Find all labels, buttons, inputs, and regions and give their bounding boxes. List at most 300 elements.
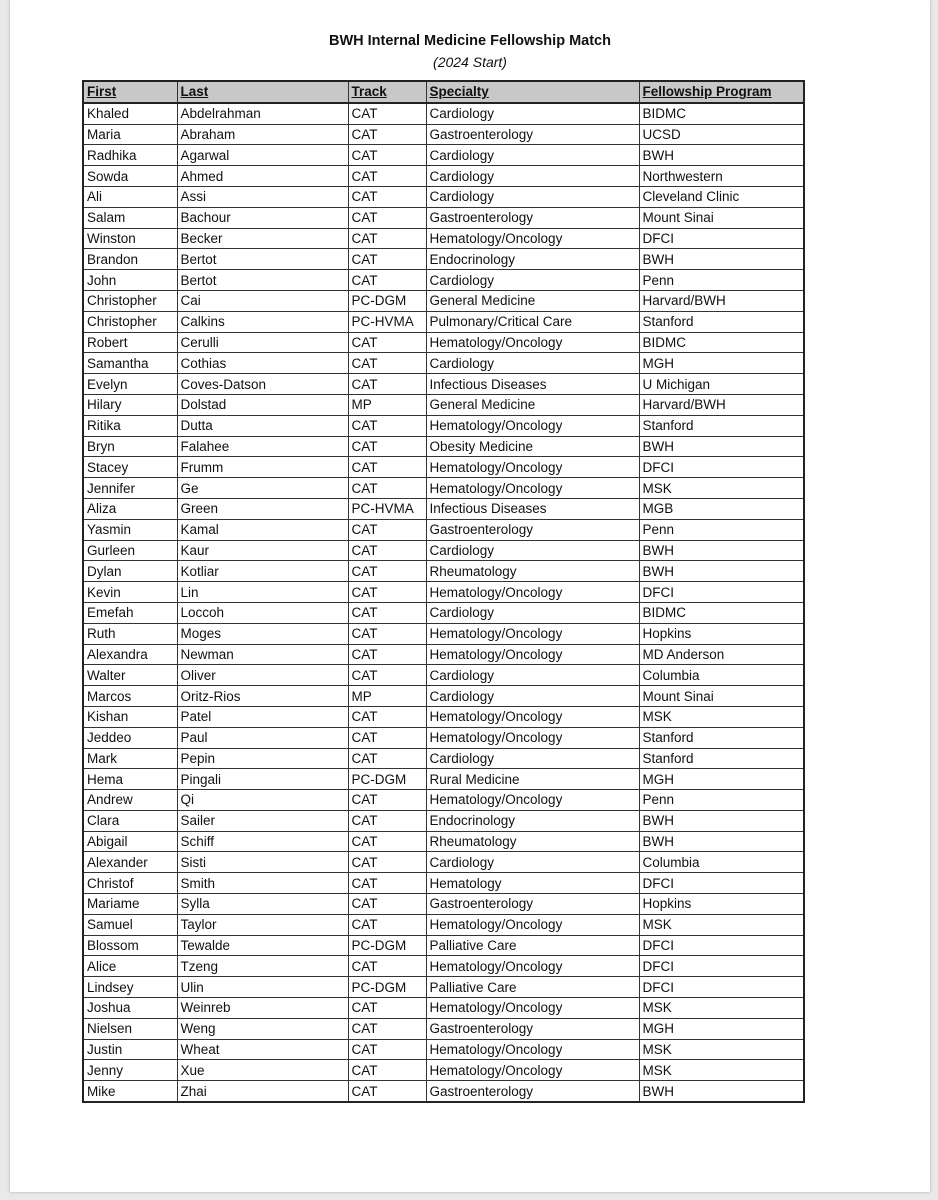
document-page: [10, 0, 930, 1192]
table-row: [83, 644, 804, 665]
table-row: [83, 186, 804, 207]
cell-last: Moges: [177, 623, 348, 644]
cell-specialty: Hematology/Oncology: [426, 332, 639, 353]
cell-specialty: Endocrinology: [426, 249, 639, 270]
cell-track: CAT: [348, 540, 426, 561]
cell-first: John: [83, 270, 177, 291]
table-row: [83, 873, 804, 894]
cell-first: Sowda: [83, 166, 177, 187]
cell-track: CAT: [348, 810, 426, 831]
cell-track: CAT: [348, 873, 426, 894]
cell-first: Jenny: [83, 1060, 177, 1081]
table-row: [83, 540, 804, 561]
cell-fellowship-program: BWH: [639, 831, 804, 852]
cell-first: Robert: [83, 332, 177, 353]
cell-specialty: Rheumatology: [426, 831, 639, 852]
cell-last: Tzeng: [177, 956, 348, 977]
cell-specialty: Palliative Care: [426, 977, 639, 998]
cell-last: Agarwal: [177, 145, 348, 166]
cell-specialty: Palliative Care: [426, 935, 639, 956]
cell-track: PC-DGM: [348, 290, 426, 311]
cell-last: Lin: [177, 582, 348, 603]
cell-first: Aliza: [83, 498, 177, 519]
cell-specialty: Hematology/Oncology: [426, 457, 639, 478]
cell-track: CAT: [348, 374, 426, 395]
cell-first: Salam: [83, 207, 177, 228]
cell-last: Xue: [177, 1060, 348, 1081]
cell-track: CAT: [348, 186, 426, 207]
cell-first: Winston: [83, 228, 177, 249]
column-header-fellowship-program: Fellowship Program: [639, 81, 804, 103]
cell-last: Oritz-Rios: [177, 686, 348, 707]
cell-last: Abdelrahman: [177, 103, 348, 124]
cell-track: CAT: [348, 1018, 426, 1039]
cell-specialty: Hematology/Oncology: [426, 415, 639, 436]
cell-last: Taylor: [177, 914, 348, 935]
cell-fellowship-program: MGB: [639, 498, 804, 519]
cell-track: CAT: [348, 561, 426, 582]
cell-last: Cerulli: [177, 332, 348, 353]
cell-first: Dylan: [83, 561, 177, 582]
cell-fellowship-program: Penn: [639, 270, 804, 291]
cell-specialty: Hematology/Oncology: [426, 1039, 639, 1060]
cell-first: Kishan: [83, 706, 177, 727]
table-row: [83, 1081, 804, 1102]
cell-specialty: Cardiology: [426, 665, 639, 686]
cell-first: Maria: [83, 124, 177, 145]
cell-first: Blossom: [83, 935, 177, 956]
cell-fellowship-program: Columbia: [639, 852, 804, 873]
cell-fellowship-program: Stanford: [639, 727, 804, 748]
cell-specialty: Cardiology: [426, 602, 639, 623]
cell-specialty: Cardiology: [426, 166, 639, 187]
table-row: [83, 1018, 804, 1039]
table-row: [83, 602, 804, 623]
cell-track: CAT: [348, 207, 426, 228]
cell-first: Mariame: [83, 894, 177, 915]
table-row: [83, 1039, 804, 1060]
cell-first: Abigail: [83, 831, 177, 852]
cell-specialty: Gastroenterology: [426, 207, 639, 228]
table-row: [83, 249, 804, 270]
cell-first: Alice: [83, 956, 177, 977]
table-row: [83, 748, 804, 769]
cell-specialty: Cardiology: [426, 186, 639, 207]
cell-fellowship-program: Stanford: [639, 415, 804, 436]
cell-first: Ritika: [83, 415, 177, 436]
cell-specialty: Gastroenterology: [426, 1018, 639, 1039]
table-row: [83, 103, 804, 124]
cell-first: Nielsen: [83, 1018, 177, 1039]
cell-track: CAT: [348, 1060, 426, 1081]
cell-first: Marcos: [83, 686, 177, 707]
document-title: BWH Internal Medicine Fellowship Match: [329, 33, 611, 49]
cell-fellowship-program: Penn: [639, 519, 804, 540]
cell-track: CAT: [348, 748, 426, 769]
cell-track: CAT: [348, 665, 426, 686]
table-row: [83, 228, 804, 249]
cell-last: Becker: [177, 228, 348, 249]
cell-fellowship-program: Hopkins: [639, 623, 804, 644]
cell-fellowship-program: BWH: [639, 145, 804, 166]
table-header: [83, 81, 804, 103]
table-row: [83, 145, 804, 166]
cell-track: PC-HVMA: [348, 311, 426, 332]
cell-track: CAT: [348, 457, 426, 478]
table-body: [83, 103, 804, 1102]
cell-specialty: Gastroenterology: [426, 894, 639, 915]
cell-specialty: Hematology/Oncology: [426, 706, 639, 727]
table-row: [83, 290, 804, 311]
cell-specialty: General Medicine: [426, 290, 639, 311]
cell-last: Calkins: [177, 311, 348, 332]
table-row: [83, 686, 804, 707]
cell-track: CAT: [348, 124, 426, 145]
column-header-first: First: [83, 81, 177, 103]
cell-specialty: Hematology/Oncology: [426, 582, 639, 603]
column-header-specialty: Specialty: [426, 81, 639, 103]
cell-track: CAT: [348, 228, 426, 249]
table-row: [83, 353, 804, 374]
cell-last: Assi: [177, 186, 348, 207]
cell-track: CAT: [348, 249, 426, 270]
table-row: [83, 790, 804, 811]
cell-specialty: Infectious Diseases: [426, 374, 639, 395]
cell-first: Radhika: [83, 145, 177, 166]
table-row: [83, 852, 804, 873]
cell-last: Pepin: [177, 748, 348, 769]
cell-last: Weinreb: [177, 998, 348, 1019]
cell-first: Samantha: [83, 353, 177, 374]
cell-fellowship-program: MSK: [639, 1039, 804, 1060]
table-row: [83, 623, 804, 644]
cell-first: Alexandra: [83, 644, 177, 665]
table-row: [83, 498, 804, 519]
cell-last: Paul: [177, 727, 348, 748]
cell-last: Bertot: [177, 249, 348, 270]
cell-first: Mike: [83, 1081, 177, 1102]
cell-last: Dutta: [177, 415, 348, 436]
cell-last: Ge: [177, 478, 348, 499]
cell-first: Jennifer: [83, 478, 177, 499]
cell-specialty: Gastroenterology: [426, 124, 639, 145]
cell-specialty: Hematology/Oncology: [426, 790, 639, 811]
cell-last: Kaur: [177, 540, 348, 561]
cell-specialty: Cardiology: [426, 353, 639, 374]
fellowship-match-table: [82, 80, 805, 1103]
cell-specialty: Hematology: [426, 873, 639, 894]
cell-fellowship-program: BWH: [639, 810, 804, 831]
cell-last: Loccoh: [177, 602, 348, 623]
cell-first: Mark: [83, 748, 177, 769]
cell-specialty: Obesity Medicine: [426, 436, 639, 457]
cell-last: Zhai: [177, 1081, 348, 1102]
cell-first: Samuel: [83, 914, 177, 935]
cell-first: Alexander: [83, 852, 177, 873]
cell-fellowship-program: UCSD: [639, 124, 804, 145]
cell-last: Frumm: [177, 457, 348, 478]
cell-first: Walter: [83, 665, 177, 686]
table-row: [83, 478, 804, 499]
cell-track: PC-DGM: [348, 935, 426, 956]
cell-track: MP: [348, 686, 426, 707]
cell-first: Ali: [83, 186, 177, 207]
cell-specialty: Rheumatology: [426, 561, 639, 582]
cell-fellowship-program: Northwestern: [639, 166, 804, 187]
cell-first: Christopher: [83, 290, 177, 311]
cell-track: CAT: [348, 790, 426, 811]
cell-first: Hilary: [83, 394, 177, 415]
table-row: [83, 998, 804, 1019]
cell-specialty: Hematology/Oncology: [426, 623, 639, 644]
table-row: [83, 207, 804, 228]
cell-first: Yasmin: [83, 519, 177, 540]
cell-specialty: Cardiology: [426, 748, 639, 769]
cell-last: Oliver: [177, 665, 348, 686]
table-row: [83, 727, 804, 748]
table-row: [83, 1060, 804, 1081]
cell-track: CAT: [348, 103, 426, 124]
cell-fellowship-program: DFCI: [639, 457, 804, 478]
document-subtitle: (2024 Start): [433, 54, 507, 70]
column-header-track: Track: [348, 81, 426, 103]
cell-last: Sisti: [177, 852, 348, 873]
cell-first: Kevin: [83, 582, 177, 603]
cell-specialty: Hematology/Oncology: [426, 998, 639, 1019]
cell-fellowship-program: MSK: [639, 478, 804, 499]
cell-fellowship-program: Mount Sinai: [639, 207, 804, 228]
cell-fellowship-program: Hopkins: [639, 894, 804, 915]
cell-track: CAT: [348, 145, 426, 166]
cell-specialty: Cardiology: [426, 852, 639, 873]
cell-fellowship-program: Stanford: [639, 748, 804, 769]
cell-track: PC-DGM: [348, 977, 426, 998]
cell-first: Gurleen: [83, 540, 177, 561]
cell-fellowship-program: DFCI: [639, 977, 804, 998]
cell-first: Andrew: [83, 790, 177, 811]
table-row: [83, 810, 804, 831]
cell-first: Lindsey: [83, 977, 177, 998]
cell-fellowship-program: DFCI: [639, 935, 804, 956]
cell-fellowship-program: BIDMC: [639, 103, 804, 124]
cell-fellowship-program: BIDMC: [639, 332, 804, 353]
cell-fellowship-program: MGH: [639, 353, 804, 374]
cell-fellowship-program: MSK: [639, 914, 804, 935]
table-row: [83, 769, 804, 790]
cell-first: Brandon: [83, 249, 177, 270]
cell-fellowship-program: BWH: [639, 436, 804, 457]
cell-specialty: Hematology/Oncology: [426, 956, 639, 977]
cell-last: Bertot: [177, 270, 348, 291]
table-row: [83, 311, 804, 332]
cell-specialty: Hematology/Oncology: [426, 228, 639, 249]
table-row: [83, 332, 804, 353]
cell-track: CAT: [348, 894, 426, 915]
cell-track: CAT: [348, 914, 426, 935]
cell-last: Cai: [177, 290, 348, 311]
cell-track: CAT: [348, 602, 426, 623]
cell-last: Wheat: [177, 1039, 348, 1060]
cell-track: CAT: [348, 998, 426, 1019]
cell-track: PC-HVMA: [348, 498, 426, 519]
cell-specialty: Gastroenterology: [426, 1081, 639, 1102]
cell-first: Clara: [83, 810, 177, 831]
cell-specialty: Cardiology: [426, 145, 639, 166]
cell-fellowship-program: U Michigan: [639, 374, 804, 395]
cell-specialty: Pulmonary/Critical Care: [426, 311, 639, 332]
cell-last: Coves-Datson: [177, 374, 348, 395]
cell-track: CAT: [348, 415, 426, 436]
cell-fellowship-program: MSK: [639, 1060, 804, 1081]
cell-last: Newman: [177, 644, 348, 665]
cell-track: CAT: [348, 727, 426, 748]
cell-track: CAT: [348, 519, 426, 540]
table-row: [83, 270, 804, 291]
table-row: [83, 894, 804, 915]
table-row: [83, 665, 804, 686]
cell-fellowship-program: Cleveland Clinic: [639, 186, 804, 207]
table-row: [83, 436, 804, 457]
cell-last: Smith: [177, 873, 348, 894]
cell-fellowship-program: BWH: [639, 540, 804, 561]
cell-first: Christof: [83, 873, 177, 894]
table-row: [83, 166, 804, 187]
table-row: [83, 124, 804, 145]
cell-fellowship-program: MSK: [639, 706, 804, 727]
cell-fellowship-program: MGH: [639, 1018, 804, 1039]
cell-fellowship-program: DFCI: [639, 956, 804, 977]
table-row: [83, 914, 804, 935]
cell-specialty: Infectious Diseases: [426, 498, 639, 519]
cell-last: Kotliar: [177, 561, 348, 582]
cell-specialty: Cardiology: [426, 103, 639, 124]
cell-track: CAT: [348, 353, 426, 374]
cell-first: Joshua: [83, 998, 177, 1019]
cell-track: CAT: [348, 852, 426, 873]
cell-specialty: Hematology/Oncology: [426, 1060, 639, 1081]
cell-specialty: Cardiology: [426, 270, 639, 291]
cell-track: CAT: [348, 436, 426, 457]
cell-fellowship-program: BWH: [639, 561, 804, 582]
cell-last: Tewalde: [177, 935, 348, 956]
cell-first: Evelyn: [83, 374, 177, 395]
cell-first: Khaled: [83, 103, 177, 124]
cell-track: CAT: [348, 956, 426, 977]
cell-fellowship-program: MGH: [639, 769, 804, 790]
cell-last: Abraham: [177, 124, 348, 145]
cell-first: Justin: [83, 1039, 177, 1060]
table-row: [83, 519, 804, 540]
cell-last: Sylla: [177, 894, 348, 915]
cell-last: Dolstad: [177, 394, 348, 415]
cell-track: CAT: [348, 1039, 426, 1060]
cell-last: Sailer: [177, 810, 348, 831]
table-row: [83, 394, 804, 415]
cell-specialty: Hematology/Oncology: [426, 644, 639, 665]
header-row: [83, 81, 804, 103]
cell-last: Bachour: [177, 207, 348, 228]
cell-fellowship-program: Harvard/BWH: [639, 394, 804, 415]
cell-fellowship-program: Mount Sinai: [639, 686, 804, 707]
cell-fellowship-program: BWH: [639, 249, 804, 270]
cell-specialty: Cardiology: [426, 540, 639, 561]
cell-last: Schiff: [177, 831, 348, 852]
cell-fellowship-program: BIDMC: [639, 602, 804, 623]
cell-specialty: Cardiology: [426, 686, 639, 707]
table-row: [83, 935, 804, 956]
cell-fellowship-program: DFCI: [639, 582, 804, 603]
table-row: [83, 831, 804, 852]
cell-fellowship-program: MD Anderson: [639, 644, 804, 665]
cell-track: CAT: [348, 706, 426, 727]
table-row: [83, 415, 804, 436]
cell-last: Falahee: [177, 436, 348, 457]
cell-specialty: Hematology/Oncology: [426, 914, 639, 935]
cell-fellowship-program: DFCI: [639, 873, 804, 894]
cell-track: CAT: [348, 623, 426, 644]
cell-last: Cothias: [177, 353, 348, 374]
cell-fellowship-program: Columbia: [639, 665, 804, 686]
cell-fellowship-program: Harvard/BWH: [639, 290, 804, 311]
cell-first: Ruth: [83, 623, 177, 644]
cell-fellowship-program: Stanford: [639, 311, 804, 332]
cell-last: Ulin: [177, 977, 348, 998]
table-row: [83, 706, 804, 727]
cell-first: Stacey: [83, 457, 177, 478]
cell-fellowship-program: MSK: [639, 998, 804, 1019]
cell-fellowship-program: DFCI: [639, 228, 804, 249]
cell-track: CAT: [348, 166, 426, 187]
cell-first: Jeddeo: [83, 727, 177, 748]
table-row: [83, 582, 804, 603]
cell-track: MP: [348, 394, 426, 415]
cell-track: PC-DGM: [348, 769, 426, 790]
cell-specialty: Endocrinology: [426, 810, 639, 831]
cell-track: CAT: [348, 332, 426, 353]
cell-fellowship-program: BWH: [639, 1081, 804, 1102]
table-row: [83, 457, 804, 478]
cell-last: Green: [177, 498, 348, 519]
table-row: [83, 956, 804, 977]
cell-track: CAT: [348, 582, 426, 603]
cell-fellowship-program: Penn: [639, 790, 804, 811]
cell-last: Qi: [177, 790, 348, 811]
cell-track: CAT: [348, 270, 426, 291]
cell-last: Weng: [177, 1018, 348, 1039]
table-row: [83, 374, 804, 395]
cell-track: CAT: [348, 1081, 426, 1102]
cell-specialty: Rural Medicine: [426, 769, 639, 790]
cell-first: Christopher: [83, 311, 177, 332]
cell-specialty: Gastroenterology: [426, 519, 639, 540]
cell-track: CAT: [348, 831, 426, 852]
cell-first: Bryn: [83, 436, 177, 457]
cell-last: Pingali: [177, 769, 348, 790]
cell-last: Patel: [177, 706, 348, 727]
cell-first: Hema: [83, 769, 177, 790]
cell-specialty: Hematology/Oncology: [426, 478, 639, 499]
column-header-last: Last: [177, 81, 348, 103]
cell-specialty: General Medicine: [426, 394, 639, 415]
cell-last: Kamal: [177, 519, 348, 540]
cell-track: CAT: [348, 644, 426, 665]
cell-last: Ahmed: [177, 166, 348, 187]
table-row: [83, 977, 804, 998]
cell-first: Emefah: [83, 602, 177, 623]
cell-specialty: Hematology/Oncology: [426, 727, 639, 748]
cell-track: CAT: [348, 478, 426, 499]
table-row: [83, 561, 804, 582]
